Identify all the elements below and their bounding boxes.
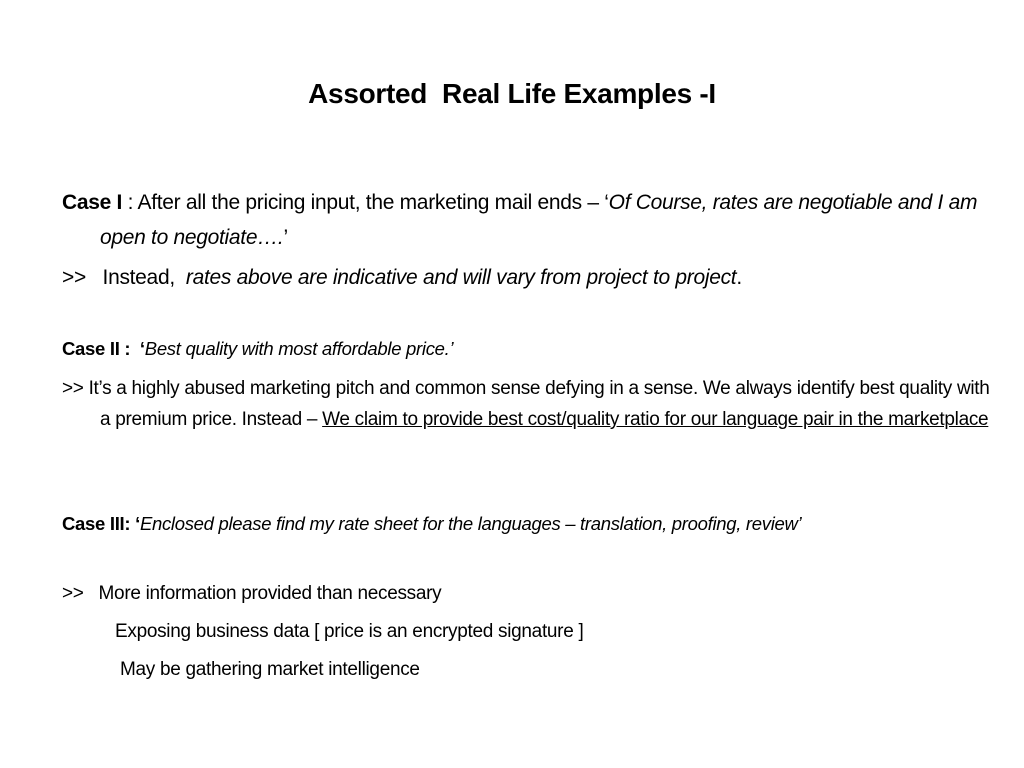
case-1-response-text: rates above are indicative and will vary from project to project [185,266,737,289]
case-3-response-text-1: More information provided than necessary [98,583,442,604]
case-1-response-lead: Instead, [102,266,186,289]
slide-title: Assorted Real Life Examples -I [308,78,716,109]
case-2-label: Case II : ‘ [62,338,145,359]
case-2-response [62,373,1000,435]
case-1-response [62,260,1000,295]
case-3-response-line-3: May be gathering market intelligence [120,659,420,680]
case-2-quote-close: ’ [449,338,454,359]
case-2-response-marker: >> [62,378,89,399]
case-1-label: Case I [62,191,123,214]
case-1-paragraph [62,185,1000,255]
case-1-response-end: . [736,266,742,289]
case-3-response-line-2: Exposing business data [ price is an encrypted signature ] [115,621,584,642]
case-1-quote: Of Course, rates are negotiable and I am open to negotiate…. [100,191,983,249]
case-1-separator: : [122,191,138,214]
case-3-response-line-1 [62,578,1000,609]
case-2-response-text: It’s a highly abused marketing pitch and common sense defying in a sense. We always identify best quality with a premium price. Instead – [88,378,995,430]
case-3-quote: Enclosed please find my rate sheet for the languages – translation, proofing, review’ [139,513,802,534]
case-3-paragraph [62,508,1000,539]
case-3-response-marker: >> [62,583,99,604]
case-1-quote-close: ’ [283,226,288,249]
case-1-response-marker: >> [62,266,103,289]
case-2-quote: Best quality with most affordable price. [144,338,450,359]
case-1-text: After all the pricing input, the marketing mail ends – ‘ [137,191,609,214]
case-3-label: Case III: ‘ [62,513,140,534]
case-2-response-underlined: We claim to provide best cost/quality ratio for our language pair in the marketplace [322,409,989,430]
case-2-paragraph [62,333,1000,364]
